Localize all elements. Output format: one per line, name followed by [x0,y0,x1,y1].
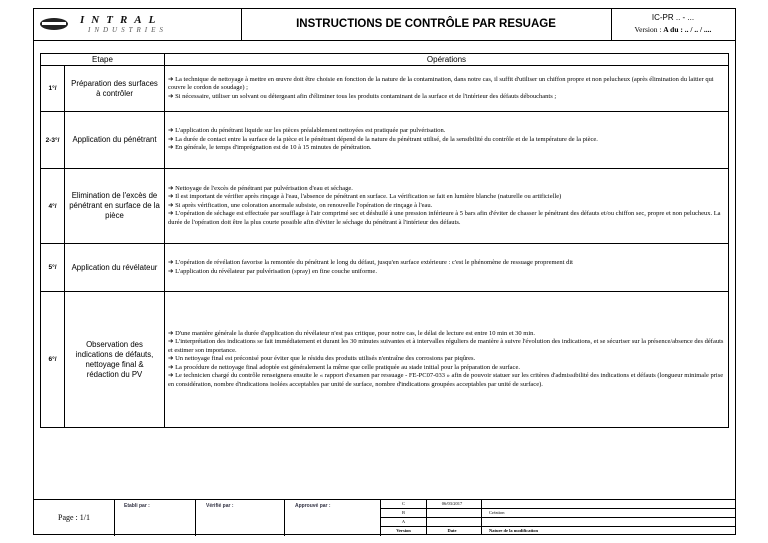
description-line: ➔ L'opération de séchage est effectuée par soufflage à l'air comprimé sec et déshuilé à une pression inférieure à 5 bars afin d'éviter de chasser le pénétrant des défauts et/ou chiffon sec, propre et non pelucheux. La durée de l'opération doit être la plus courte possible afin d'éviter le séchage du pénétrant à l'intérieur des défauts. [168,210,721,226]
description-line: ➔ En générale, le temps d'imprégnation est de 10 à 15 minutes de pénétration. [168,144,372,152]
approved-by: Approuvé par : [285,500,381,536]
table-row [41,112,729,169]
document-footer [34,499,735,536]
document-title: INSTRUCTIONS DE CONTRÔLE PAR RESUAGE [241,9,612,40]
step-description [165,112,729,169]
step-number: 2-3°/ [41,112,65,169]
step-number: 6°/ [41,292,65,428]
revision-table [381,500,735,536]
description-line: ➔ D'une manière générale la durée d'application du révélateur n'est pas critique, pour notre cas, le délai de lecture est entre 10 min et 30 min. [168,329,536,337]
description-line: ➔ La durée de contact entre la surface de la pièce et le pénétrant dépend de la nature du pénétrant utilisé, de la sensibilité du contrôle et de la température de la pièce. [168,135,598,143]
revision-row [381,509,735,518]
description-line: ➔ Nettoyage de l'excès de pénétrant par pulvérisation d'eau et séchage. [168,184,353,192]
description-line: ➔ Il est important de vérifier après rinçage à l'eau, l'absence de pénétrant en surface. La vérification se fait en lumière blanche (naturelle ou artificielle) [168,193,562,201]
description-line: ➔ Si après vérification, une coloration anormale subsiste, on renouvelle l'opération de rinçage à l'eau. [168,201,433,209]
revision-col-version: Version [396,528,411,533]
step-number: 5°/ [41,244,65,292]
table-row [41,244,729,292]
document-page [33,8,736,535]
logo-subtitle: INDUSTRIES [88,26,167,34]
step-description [165,66,729,112]
description-line: ➔ L'application du pénétrant liquide sur les pièces préalablement nettoyées est pratiquée par pulvérisation. [168,127,446,135]
step-number: 4°/ [41,169,65,244]
revision-version: C [401,501,405,506]
verified-by: Vérifié par : [196,500,285,536]
header-operations: Opérations [165,54,729,66]
page-number: Page : 1/1 [34,500,115,536]
step-description [165,169,729,244]
step-name: Observation des indications de défauts, nettoyage final & rédaction du PV [65,292,165,428]
step-description [165,292,729,428]
reference-block [611,9,735,40]
step-number: 1°/ [41,66,65,112]
revision-version: B [401,510,405,515]
step-name: Préparation des surfaces à contrôler [65,66,165,112]
description-line: ➔ Un nettoyage final est préconisé pour éviter que le résidu des produits utilisés n'entraîne des corrosions par piqûres. [168,355,476,363]
step-description [165,244,729,292]
table-row [41,292,729,428]
description-line: ➔ Le technicien chargé du contrôle renseignera ensuite le « rapport d'examen par ressuage - FE-PC07-033 » afin de pouvoir statuer sur les critères d'admissibilité des indications et défauts (longueur minimale prise en considération, nombre d'indications isolées acceptables par unité de surface, nombre d'indications groupées acceptables par unité de surface). [168,372,724,388]
version-value: A du : .. / .. / .... [663,25,712,34]
step-name: Application du révélateur [65,244,165,292]
description-line: ➔ L'interprétation des indications se fait immédiatement et durant les 30 minutes suivantes et à intervalles réguliers de manière à suivre l'évolution des indications, et se sécuriser sur la présence/absence des défauts et estimer son importance. [168,338,724,354]
revision-row [381,518,735,527]
description-line: ➔ L'opération de révélation favorise la remontée du pénétrant le long du défaut, jusqu'en surface extérieure : c'est le phénomène de ressuage proprement dit [168,259,573,266]
description-line: ➔ La procédure de nettoyage final adoptée est généralement la même que celle pratiquée au stade initial pour la préparation de surface. [168,363,520,371]
operations-table [40,53,729,428]
revision-header-row [381,527,735,535]
table-row [41,169,729,244]
logo [34,9,242,40]
revision-col-date: Date [447,528,457,533]
header-step: Etape [41,54,165,66]
logo-name: INTRAL [80,14,163,26]
document-header [34,9,735,41]
table-header-row [41,54,729,66]
revision-col-nature: Nature de la modification [489,528,539,533]
table-row [41,66,729,112]
established-by: Etabli par : [114,500,196,536]
description-line: ➔ L'application du révélateur par pulvérisation (spray) en fine couche uniforme. [168,267,377,275]
logo-mark-icon [40,18,68,30]
revision-row [381,500,735,509]
step-name: Application du pénétrant [65,112,165,169]
version-label: Version : [634,25,664,34]
revision-nature: Création [489,510,505,515]
step-name: Elimination de l'excès de pénétrant en surface de la pièce [65,169,165,244]
version-line [611,25,735,34]
document-reference: IC-PR .. - ... [651,13,695,22]
description-line: ➔ La technique de nettoyage à mettre en œuvre doit être choisie en fonction de la nature de la contamination, dans notre cas, il suffit d'utiliser un chiffon propre et non pelucheux (après élimination du laitier qui couvre le cordon de soudage) ; [168,75,714,92]
revision-version: A [401,519,406,524]
revision-date: 06/03/2017 [441,501,463,506]
description-line: ➔ Si nécessaire, utiliser un solvant ou détergeant afin d'éliminer tous les produits contaminant de la surface et de l'intérieur des défauts débouchants ; [168,92,557,100]
